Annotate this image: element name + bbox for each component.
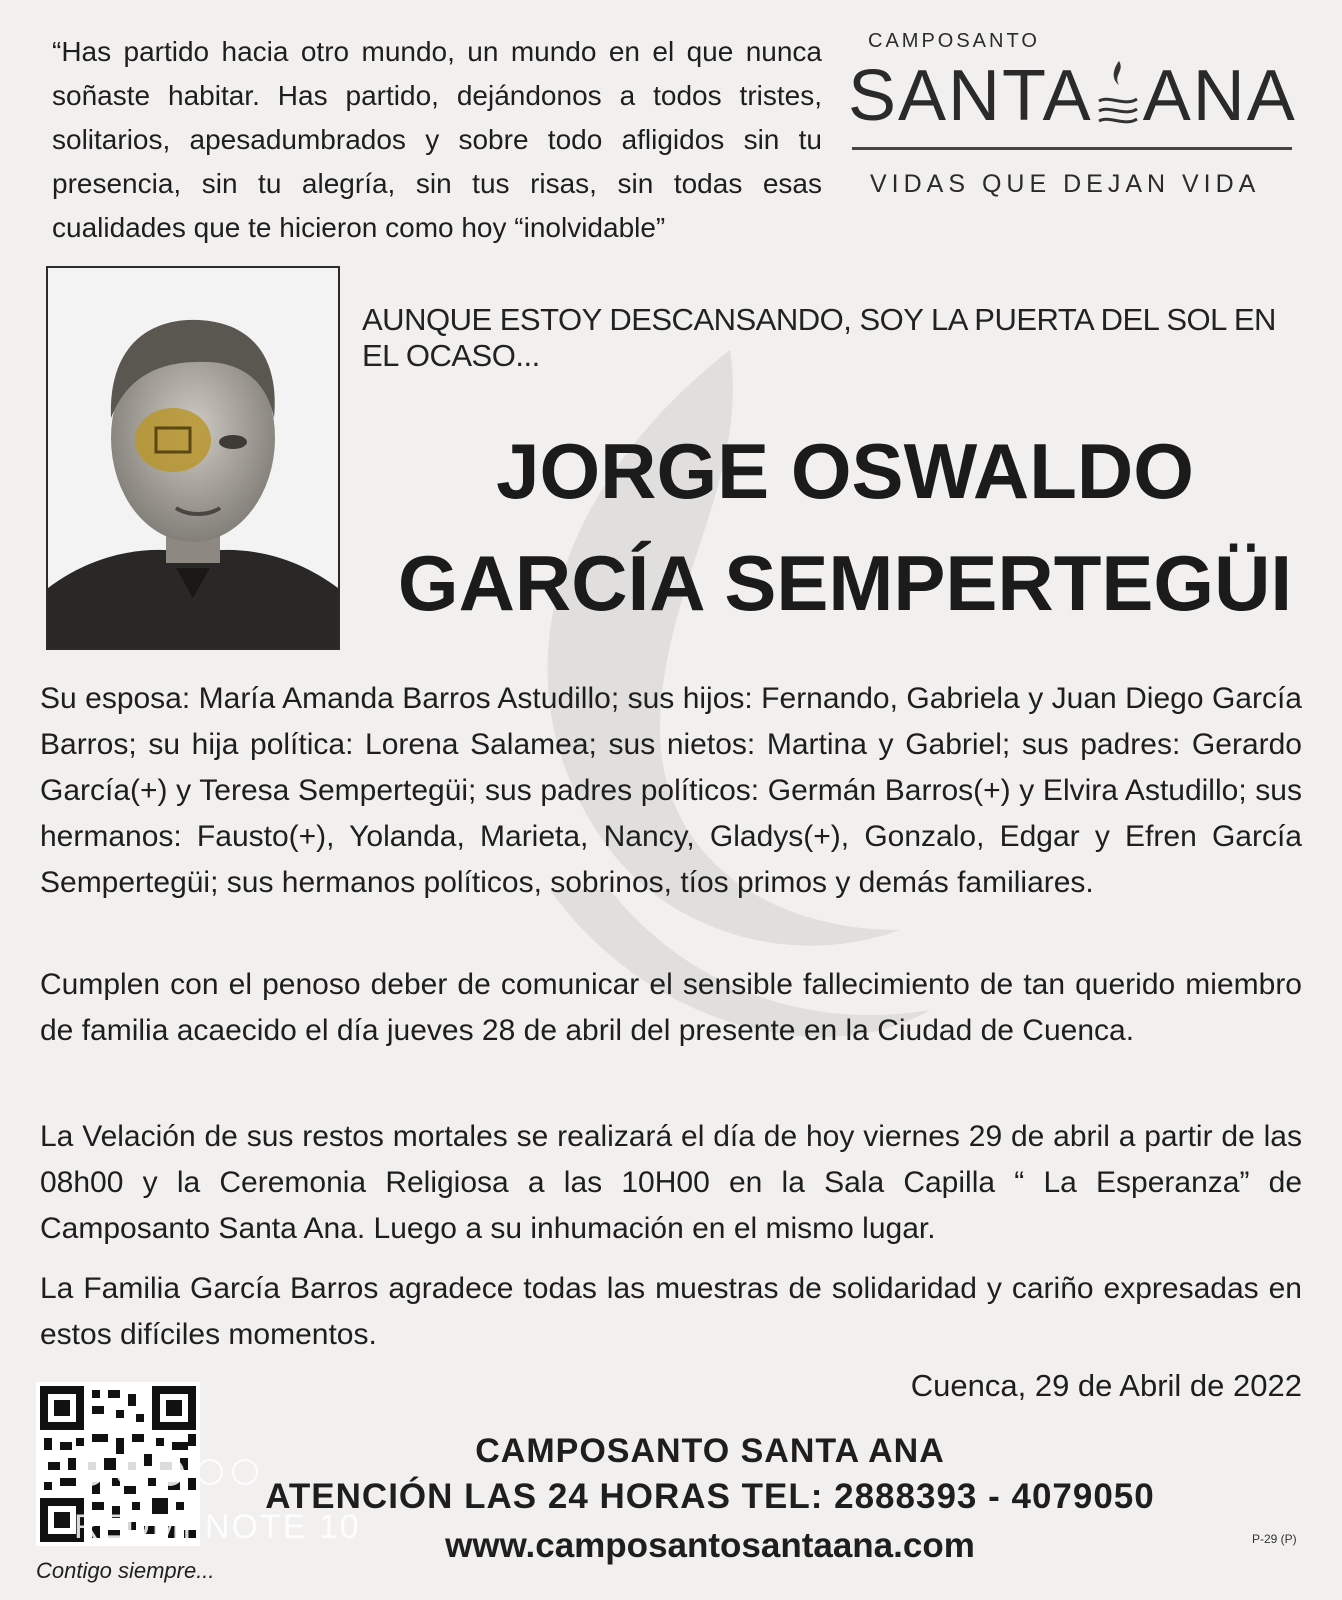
memorial-quote: “Has partido hacia otro mundo, un mundo en el que nunca soñaste habitar. Has partido, dejándonos a todos tristes, solitarios, apesadumbrados y sobre todo afligidos sin tu presencia, sin tu alegría, sin tus risas, sin todas esas cualidades que te hicieron como hoy “inolvidable” (52, 36, 822, 243)
device-watermark: REDMI NOTE 10 (74, 1508, 361, 1546)
camposanto-logo (848, 30, 1308, 199)
footer-phone: ATENCIÓN LAS 24 HORAS TEL: 2888393 - 4079050 (265, 1477, 1155, 1516)
flame-waves-icon (1095, 57, 1141, 137)
footer-website: www.camposantosantaana.com (445, 1526, 975, 1565)
footer-name: CAMPOSANTO SANTA ANA (475, 1432, 945, 1470)
notice-date: Cuenca, 29 de Abril de 2022 (910, 1368, 1302, 1403)
name-line-2: GARCÍA SEMPERTEGÜI (397, 539, 1293, 627)
name-line-1: JORGE OSWALDO (496, 427, 1194, 515)
family-paragraph: Su esposa: María Amanda Barros Astudillo; sus hijos: Fernando, Gabriela y Juan Diego García Barros; su hija política: Lorena Salamea; sus nietos: Martina y Gabriel; sus padres: Gerardo García(+) y Teresa Sempertegüi; sus padres políticos: Germán Barros(+) y Elvira Astudillo; sus hermanos: Fausto(+), Yolanda, Marieta, Nancy, Gladys(+), Gonzalo, Edgar y Efren García Sempertegüi; sus hermanos políticos, sobrinos, tíos primos y demás familiares. (40, 682, 1302, 899)
epitaph-text: AUNQUE ESTOY DESCANSANDO, SOY LA PUERTA DEL SOL EN EL OCASO... (362, 302, 1276, 373)
thanks-paragraph: La Familia García Barros agradece todas las muestras de solidaridad y cariño expresadas en estos difíciles momentos. (40, 1272, 1302, 1351)
logo-main-text (848, 55, 1308, 137)
deceased-name (365, 415, 1325, 639)
reference-code: P-29 (P) (1252, 1532, 1297, 1546)
logo-divider (852, 147, 1292, 150)
logo-word-left: SANTA (848, 56, 1093, 136)
footer-contact (230, 1428, 1190, 1572)
logo-subtitle: VIDAS QUE DEJAN VIDA (870, 170, 1261, 198)
tagline: Contigo siempre... (36, 1558, 215, 1583)
announcement-paragraph: Cumplen con el penoso deber de comunicar el sensible fallecimiento de tan querido miembro de familia acaecido el día jueves 28 de abril del presente en la Ciudad de Cuenca. (40, 968, 1302, 1047)
logo-word-right: ANA (1142, 56, 1297, 136)
portrait-photo (46, 266, 340, 650)
portrait-figure-icon (48, 268, 338, 648)
logo-top-text: CAMPOSANTO (868, 30, 1040, 52)
service-paragraph: La Velación de sus restos mortales se realizará el día de hoy viernes 29 de abril a partir de las 08h00 y la Ceremonia Religiosa a las 10H00 en la Sala Capilla “ La Esperanza” de Camposanto Santa Ana. Luego a su inhumación en el mismo lugar. (40, 1120, 1302, 1245)
